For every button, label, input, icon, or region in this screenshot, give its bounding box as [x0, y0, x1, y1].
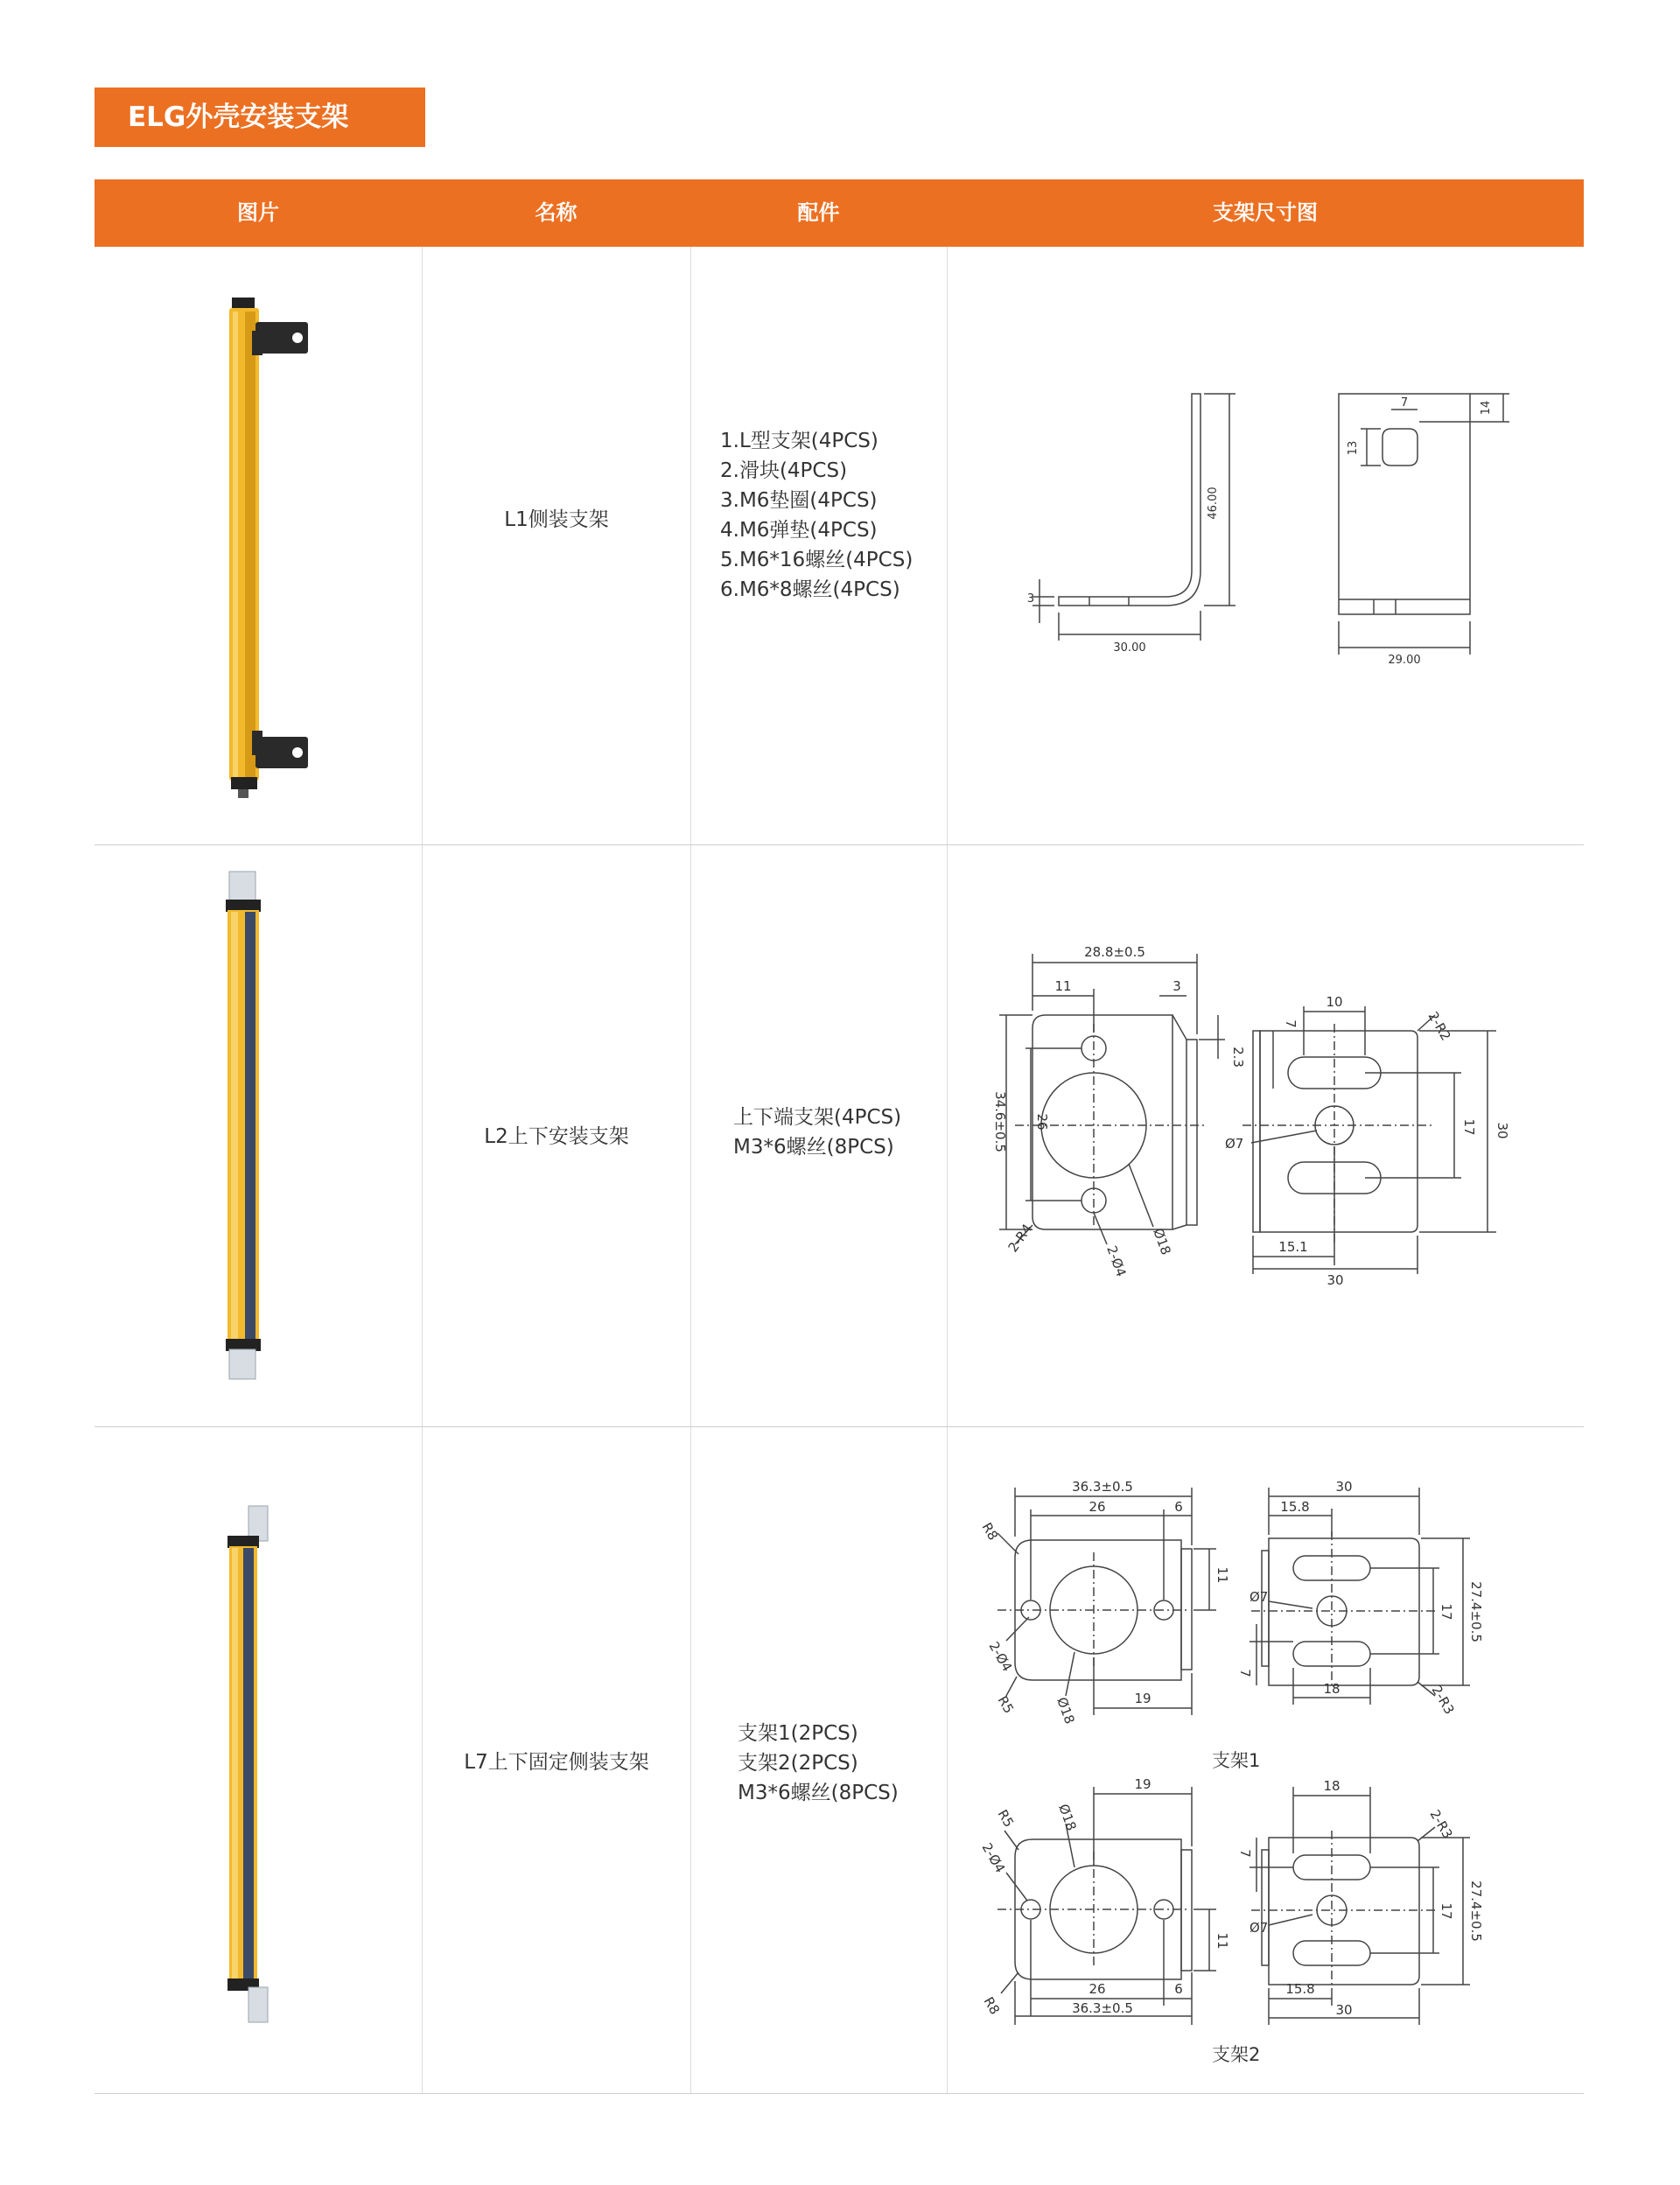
dim-label: 15.8: [1285, 1981, 1315, 1997]
accessory-item: M3*6螺丝(8PCS): [738, 1782, 899, 1804]
dimension-drawing-l1: [1006, 376, 1531, 683]
product-image-l7: [210, 1501, 306, 2026]
dim-label: 30.00: [1113, 641, 1146, 655]
product-image-l2: [210, 866, 306, 1391]
dim-label: R8: [978, 1520, 1002, 1544]
dim-label: 11: [1054, 978, 1072, 994]
dim-label: 7: [1237, 1849, 1253, 1858]
dimension-drawing-bracket-1: [962, 1470, 1575, 1750]
dim-label: 2-Ø4: [978, 1840, 1009, 1876]
dim-label: 2-R3: [1426, 1807, 1456, 1842]
dim-label: 14: [1480, 400, 1493, 416]
row-divider: [94, 1426, 1584, 1427]
dim-label: 34.6±0.5: [992, 1091, 1008, 1152]
dim-label: Ø18: [1150, 1226, 1174, 1257]
dim-label: 36.3±0.5: [1072, 1479, 1133, 1495]
dimension-drawing-bracket-2: [962, 1769, 1575, 2032]
dim-label: 2.3: [1230, 1047, 1246, 1068]
dim-label: 30: [1335, 2002, 1353, 2018]
dim-label: 18: [1323, 1778, 1340, 1794]
dim-label: Ø18: [1054, 1695, 1078, 1726]
dim-label: 7: [1400, 396, 1409, 410]
dim-label: 15.1: [1278, 1239, 1308, 1255]
dim-label: 36.3±0.5: [1072, 2000, 1133, 2016]
row-divider: [94, 844, 1584, 845]
dim-label: R5: [994, 1693, 1018, 1717]
dim-label: 27.4±0.5: [1468, 1581, 1484, 1642]
dim-label: 6: [1174, 1981, 1183, 1997]
dim-label: 17: [1461, 1118, 1477, 1136]
bracket-1-caption: 支架1: [1212, 1750, 1261, 1771]
dim-label: 19: [1134, 1776, 1152, 1792]
product-image-l1: [210, 289, 332, 805]
dim-label: 29.00: [1388, 654, 1421, 667]
dimension-drawing-l2: [962, 928, 1575, 1295]
column-divider: [947, 247, 948, 2094]
dim-label: Ø7: [1225, 1136, 1244, 1152]
header-dimension-drawing: 支架尺寸图: [1213, 200, 1318, 225]
product-name: L7上下固定侧装支架: [464, 1751, 649, 1774]
dim-label: 2-Ø4: [985, 1639, 1016, 1675]
accessory-item: 2.滑块(4PCS): [720, 459, 848, 482]
product-name: L1侧装支架: [504, 508, 609, 531]
accessory-item: 1.L型支架(4PCS): [720, 430, 878, 452]
accessory-item: 5.M6*16螺丝(4PCS): [720, 549, 914, 571]
accessory-list: [738, 1719, 899, 1808]
dim-label: 30: [1494, 1122, 1510, 1139]
dim-label: 11: [1214, 1932, 1230, 1950]
dim-label: 2-Ø4: [1103, 1243, 1130, 1279]
dim-label: 10: [1326, 994, 1343, 1010]
dim-label: Ø7: [1250, 1920, 1269, 1936]
dim-label: 26: [1088, 1499, 1106, 1515]
dim-label: 3: [1026, 592, 1035, 606]
dim-label: 15.8: [1280, 1499, 1310, 1515]
dim-label: 19: [1134, 1691, 1152, 1706]
dim-label: Ø18: [1055, 1802, 1080, 1833]
accessory-item: M3*6螺丝(8PCS): [733, 1136, 894, 1159]
dim-label: 6: [1174, 1499, 1183, 1515]
dim-label: R5: [994, 1807, 1018, 1831]
accessory-item: 支架2(2PCS): [738, 1752, 858, 1775]
accessory-item: 支架1(2PCS): [738, 1722, 858, 1745]
accessory-list: [733, 1103, 901, 1162]
accessory-item: 上下端支架(4PCS): [733, 1106, 902, 1129]
dim-label: R8: [980, 1994, 1004, 2018]
dim-label: 30: [1326, 1272, 1344, 1288]
dim-label: 7: [1283, 1019, 1298, 1028]
row-divider: [94, 2093, 1584, 2094]
table-header: [94, 179, 1584, 247]
dim-label: 28.8±0.5: [1084, 944, 1145, 960]
product-name: L2上下安装支架: [484, 1125, 629, 1148]
page-title: ELG外壳安装支架: [94, 88, 425, 147]
dim-label: 2-R3: [1428, 1683, 1458, 1718]
header-image: 图片: [237, 200, 279, 225]
dim-label: 11: [1214, 1566, 1230, 1584]
dim-label: 26: [1088, 1981, 1106, 1997]
dim-label: Ø7: [1250, 1589, 1269, 1605]
dim-label: 7: [1237, 1669, 1253, 1677]
dim-label: 2-R4: [1004, 1221, 1036, 1256]
dim-label: 13: [1347, 440, 1360, 456]
dim-label: 46.00: [1207, 487, 1220, 520]
dim-label: 17: [1438, 1902, 1454, 1920]
dim-label: 27.4±0.5: [1468, 1880, 1484, 1942]
column-divider: [690, 247, 691, 2094]
dim-label: 30: [1335, 1479, 1353, 1495]
header-name: 名称: [535, 200, 578, 225]
accessory-item: 6.M6*8螺丝(4PCS): [720, 578, 900, 601]
dim-label: 26: [1034, 1113, 1050, 1131]
accessory-item: 4.M6弹垫(4PCS): [720, 519, 878, 542]
dim-label: 3: [1172, 978, 1181, 994]
dim-label: 17: [1438, 1603, 1454, 1621]
accessory-list: [720, 426, 913, 605]
bracket-2-caption: 支架2: [1212, 2044, 1261, 2065]
dim-label: 2-R2: [1424, 1009, 1454, 1044]
dim-label: 18: [1323, 1681, 1340, 1697]
accessory-item: 3.M6垫圈(4PCS): [720, 489, 878, 512]
header-accessories: 配件: [797, 200, 840, 225]
